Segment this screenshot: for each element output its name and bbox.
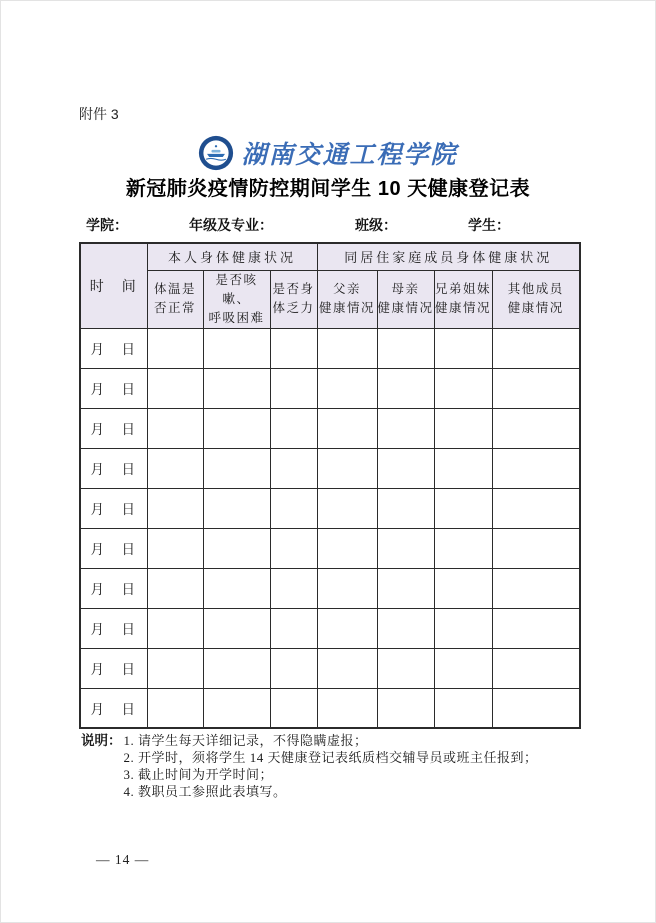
entry-cell bbox=[317, 408, 377, 448]
table-row bbox=[80, 608, 580, 648]
subheader-siblings-health: 兄弟姐妹 健康情况 bbox=[434, 270, 492, 328]
entry-cell bbox=[492, 608, 580, 648]
school-name: 湖南交通工程学院 bbox=[241, 142, 458, 169]
entry-cell bbox=[377, 408, 434, 448]
entry-cell bbox=[203, 528, 270, 568]
form-fields-row bbox=[1, 215, 655, 235]
entry-cell bbox=[147, 568, 203, 608]
note-item: 3. 截止时间为开学时间； bbox=[123, 767, 274, 782]
entry-cell bbox=[492, 368, 580, 408]
entry-cell bbox=[270, 488, 317, 528]
notes-label: 说明： bbox=[81, 733, 122, 748]
entry-cell bbox=[270, 568, 317, 608]
field-grade-major-label: 年级及专业： bbox=[189, 217, 273, 233]
entry-cell bbox=[317, 368, 377, 408]
entry-cell bbox=[434, 648, 492, 688]
entry-cell bbox=[492, 648, 580, 688]
entry-cell bbox=[434, 328, 492, 368]
entry-cell bbox=[492, 528, 580, 568]
entry-cell bbox=[434, 688, 492, 728]
notes-items bbox=[124, 732, 538, 800]
entry-cell bbox=[377, 528, 434, 568]
notes-section bbox=[81, 732, 601, 800]
entry-cell bbox=[492, 488, 580, 528]
date-cell: 月 日 bbox=[80, 448, 147, 488]
table-row bbox=[80, 528, 580, 568]
document-title: 新冠肺炎疫情防控期间学生 10 天健康登记表 bbox=[125, 178, 531, 200]
entry-cell bbox=[147, 368, 203, 408]
entry-cell bbox=[434, 448, 492, 488]
field-college-label: 学院： bbox=[86, 217, 128, 233]
subheader-cough-breathing: 是否咳嗽、 呼吸困难 bbox=[203, 270, 270, 328]
entry-cell bbox=[203, 608, 270, 648]
date-cell: 月 日 bbox=[80, 688, 147, 728]
entry-cell bbox=[317, 648, 377, 688]
date-cell: 月 日 bbox=[80, 608, 147, 648]
entry-cell bbox=[317, 568, 377, 608]
page-number: — 14 — bbox=[96, 852, 150, 867]
subheader-other-members-health: 其他成员 健康情况 bbox=[492, 270, 580, 328]
field-class-label: 班级： bbox=[355, 217, 397, 233]
table-row bbox=[80, 488, 580, 528]
entry-cell bbox=[270, 688, 317, 728]
entry-cell bbox=[492, 688, 580, 728]
subheader-father-health: 父亲 健康情况 bbox=[317, 270, 377, 328]
entry-cell bbox=[147, 328, 203, 368]
table-row bbox=[80, 448, 580, 488]
entry-cell bbox=[203, 648, 270, 688]
entry-cell bbox=[434, 368, 492, 408]
entry-cell bbox=[377, 368, 434, 408]
entry-cell bbox=[147, 648, 203, 688]
entry-cell bbox=[270, 408, 317, 448]
entry-cell bbox=[203, 688, 270, 728]
entry-cell bbox=[492, 408, 580, 448]
entry-cell bbox=[492, 328, 580, 368]
entry-cell bbox=[203, 568, 270, 608]
entry-cell bbox=[317, 488, 377, 528]
entry-cell bbox=[317, 688, 377, 728]
entry-cell bbox=[317, 608, 377, 648]
entry-cell bbox=[270, 368, 317, 408]
entry-cell bbox=[434, 568, 492, 608]
entry-cell bbox=[317, 528, 377, 568]
entry-cell bbox=[492, 448, 580, 488]
note-item: 4. 教职员工参照此表填写。 bbox=[123, 784, 287, 799]
entry-cell bbox=[377, 568, 434, 608]
entry-cell bbox=[147, 488, 203, 528]
table-body bbox=[80, 328, 580, 728]
entry-cell bbox=[434, 408, 492, 448]
entry-cell bbox=[147, 688, 203, 728]
entry-cell bbox=[434, 528, 492, 568]
entry-cell bbox=[270, 328, 317, 368]
table-row bbox=[80, 648, 580, 688]
field-student-label: 学生： bbox=[468, 217, 510, 233]
group-header-self: 本人身体健康状况 bbox=[147, 243, 317, 270]
entry-cell bbox=[270, 448, 317, 488]
entry-cell bbox=[203, 408, 270, 448]
date-cell: 月 日 bbox=[80, 488, 147, 528]
entry-cell bbox=[377, 328, 434, 368]
entry-cell bbox=[147, 408, 203, 448]
table-sub-header-row bbox=[80, 270, 580, 328]
entry-cell bbox=[147, 608, 203, 648]
subheader-temperature: 体温是 否正常 bbox=[147, 270, 203, 328]
table-group-header-row bbox=[80, 243, 580, 270]
entry-cell bbox=[147, 528, 203, 568]
entry-cell bbox=[203, 368, 270, 408]
date-cell: 月 日 bbox=[80, 648, 147, 688]
entry-cell bbox=[203, 488, 270, 528]
attachment-label: 附件 3 bbox=[79, 106, 119, 122]
time-column-header: 时 间 bbox=[80, 243, 147, 328]
table-row bbox=[80, 368, 580, 408]
entry-cell bbox=[492, 568, 580, 608]
school-emblem-ship-icon bbox=[198, 135, 234, 171]
entry-cell bbox=[377, 608, 434, 648]
date-cell: 月 日 bbox=[80, 568, 147, 608]
entry-cell bbox=[377, 648, 434, 688]
date-cell: 月 日 bbox=[80, 528, 147, 568]
entry-cell bbox=[270, 648, 317, 688]
entry-cell bbox=[434, 608, 492, 648]
entry-cell bbox=[270, 608, 317, 648]
entry-cell bbox=[434, 488, 492, 528]
entry-cell bbox=[203, 328, 270, 368]
table-row bbox=[80, 408, 580, 448]
entry-cell bbox=[377, 488, 434, 528]
date-cell: 月 日 bbox=[80, 368, 147, 408]
table-row bbox=[80, 688, 580, 728]
table-row bbox=[80, 328, 580, 368]
school-logo-row bbox=[1, 132, 655, 174]
table-row bbox=[80, 568, 580, 608]
entry-cell bbox=[203, 448, 270, 488]
entry-cell bbox=[377, 448, 434, 488]
date-cell: 月 日 bbox=[80, 328, 147, 368]
entry-cell bbox=[147, 448, 203, 488]
group-header-family: 同居住家庭成员身体健康状况 bbox=[317, 243, 580, 270]
subheader-mother-health: 母亲 健康情况 bbox=[377, 270, 434, 328]
date-cell: 月 日 bbox=[80, 408, 147, 448]
entry-cell bbox=[317, 448, 377, 488]
entry-cell bbox=[270, 528, 317, 568]
entry-cell bbox=[317, 328, 377, 368]
subheader-fatigue: 是否身 体乏力 bbox=[270, 270, 317, 328]
health-registration-table bbox=[79, 242, 581, 729]
note-item: 1. 请学生每天详细记录，不得隐瞒虚报； bbox=[123, 733, 368, 748]
note-item: 2. 开学时，须将学生 14 天健康登记表纸质档交辅导员或班主任报到； bbox=[123, 750, 538, 765]
entry-cell bbox=[377, 688, 434, 728]
